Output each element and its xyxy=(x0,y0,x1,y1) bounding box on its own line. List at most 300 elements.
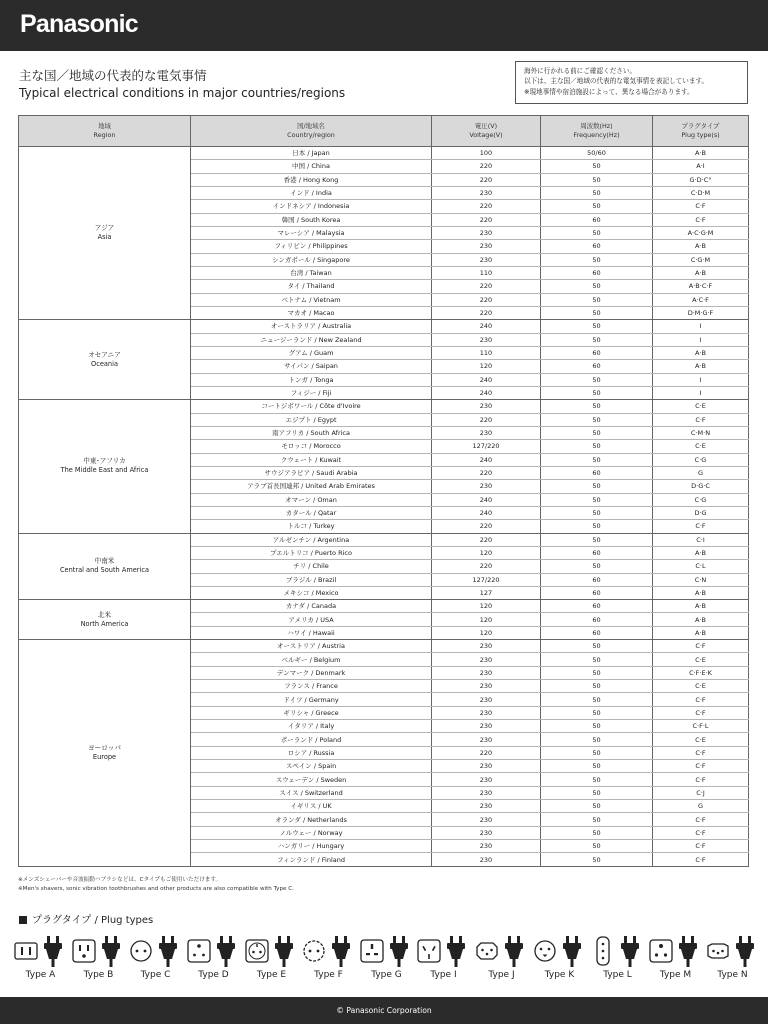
frequency-cell: 60 xyxy=(541,360,653,373)
table-row xyxy=(19,400,749,413)
socket-and-plug-icon xyxy=(185,933,242,969)
socket-and-plug-icon xyxy=(300,933,357,969)
plug-type-cell: C·G xyxy=(653,493,749,506)
plug-type-item xyxy=(300,933,357,985)
voltage-cell: 230 xyxy=(432,226,541,239)
frequency-cell: 50 xyxy=(541,560,653,573)
plug-type-cell: C·J xyxy=(653,786,749,799)
header-region: 地域 Region xyxy=(19,116,191,147)
country-cell: オーストラリア / Australia xyxy=(191,320,432,333)
plug-type-item xyxy=(531,933,588,985)
country-cell: スペイン / Spain xyxy=(191,760,432,773)
voltage-cell: 220 xyxy=(432,533,541,546)
frequency-cell: 50 xyxy=(541,800,653,813)
voltage-cell: 220 xyxy=(432,413,541,426)
plug-type-item xyxy=(704,933,761,985)
voltage-cell: 220 xyxy=(432,306,541,319)
socket-and-plug-icon xyxy=(358,933,415,969)
voltage-cell: 230 xyxy=(432,240,541,253)
frequency-cell: 50 xyxy=(541,653,653,666)
voltage-cell: 220 xyxy=(432,293,541,306)
voltage-cell: 220 xyxy=(432,200,541,213)
plug-type-item xyxy=(70,933,127,985)
frequency-cell: 50 xyxy=(541,306,653,319)
frequency-cell: 50 xyxy=(541,160,653,173)
plug-type-cell: A·B xyxy=(653,266,749,279)
plug-type-cell: C·F xyxy=(653,706,749,719)
plug-type-label: Type C xyxy=(140,970,171,980)
page-title-jp: 主な国／地域の代表的な電気事情 xyxy=(19,68,207,83)
frequency-cell: 50 xyxy=(541,373,653,386)
frequency-cell: 50 xyxy=(541,840,653,853)
copyright: © Panasonic Corporation xyxy=(336,1006,432,1015)
country-cell: ベトナム / Vietnam xyxy=(191,293,432,306)
region-name-en: Asia xyxy=(97,233,112,242)
country-cell: モロッコ / Morocco xyxy=(191,440,432,453)
country-cell: コートジボワール / Côte d'Ivoire xyxy=(191,400,432,413)
frequency-cell: 50 xyxy=(541,333,653,346)
plug-type-label: Type M xyxy=(659,970,692,980)
voltage-cell: 230 xyxy=(432,733,541,746)
table-body xyxy=(19,147,749,867)
frequency-cell: 50 xyxy=(541,480,653,493)
plug-type-cell: C·F xyxy=(653,826,749,839)
plug-type-cell: C·F xyxy=(653,213,749,226)
plug-type-cell: G xyxy=(653,800,749,813)
country-cell: メキシコ / Mexico xyxy=(191,586,432,599)
voltage-cell: 220 xyxy=(432,746,541,759)
country-cell: プエルトリコ / Puerto Rico xyxy=(191,546,432,559)
plug-type-cell: A·C·F xyxy=(653,293,749,306)
voltage-cell: 110 xyxy=(432,346,541,359)
frequency-cell: 50 xyxy=(541,746,653,759)
voltage-cell: 230 xyxy=(432,680,541,693)
voltage-cell: 120 xyxy=(432,546,541,559)
country-cell: クウェート / Kuwait xyxy=(191,453,432,466)
country-cell: オランダ / Netherlands xyxy=(191,813,432,826)
plug-type-item xyxy=(647,933,704,985)
frequency-cell: 60 xyxy=(541,600,653,613)
frequency-cell: 50 xyxy=(541,506,653,519)
plug-type-cell: C·N xyxy=(653,573,749,586)
footnote-jp: ※メンズシェーバーや音波振動ハブラシなどは、Cタイプもご使用いただけます。 xyxy=(18,877,222,883)
country-cell: 南アフリカ / South Africa xyxy=(191,426,432,439)
frequency-cell: 50 xyxy=(541,640,653,653)
voltage-cell: 230 xyxy=(432,813,541,826)
voltage-cell: 240 xyxy=(432,320,541,333)
voltage-cell: 127/220 xyxy=(432,440,541,453)
socket-and-plug-icon xyxy=(127,933,184,969)
frequency-cell: 50 xyxy=(541,826,653,839)
socket-and-plug-icon xyxy=(704,933,761,969)
socket-and-plug-icon xyxy=(70,933,127,969)
plug-type-item xyxy=(185,933,242,985)
frequency-cell: 50 xyxy=(541,760,653,773)
frequency-cell: 50 xyxy=(541,426,653,439)
country-cell: トルコ / Turkey xyxy=(191,520,432,533)
region-name-en: The Middle East and Africa xyxy=(60,466,149,475)
voltage-cell: 230 xyxy=(432,400,541,413)
plug-type-cell: A·B xyxy=(653,600,749,613)
header-voltage: 電圧(V) Voltage(V) xyxy=(432,116,541,147)
page-title-en: Typical electrical conditions in major countries/regions xyxy=(19,86,346,100)
plug-type-label: Type B xyxy=(83,970,114,980)
frequency-cell: 50 xyxy=(541,200,653,213)
frequency-cell: 50 xyxy=(541,293,653,306)
country-cell: スウェーデン / Sweden xyxy=(191,773,432,786)
voltage-cell: 220 xyxy=(432,520,541,533)
plug-type-cell: I xyxy=(653,386,749,399)
country-cell: ギリシャ / Greece xyxy=(191,706,432,719)
footnote-en: ※Men's shavers, sonic vibration toothbrushes and other products are also compatible with Type C. xyxy=(18,886,294,892)
plug-type-label: Type L xyxy=(603,970,632,980)
plug-type-cell: D·M·G·F xyxy=(653,306,749,319)
electrical-conditions-table xyxy=(18,115,749,867)
frequency-cell: 50 xyxy=(541,440,653,453)
frequency-cell: 60 xyxy=(541,546,653,559)
voltage-cell: 127/220 xyxy=(432,573,541,586)
frequency-cell: 60 xyxy=(541,586,653,599)
country-cell: 中国 / China xyxy=(191,160,432,173)
frequency-cell: 50 xyxy=(541,680,653,693)
frequency-cell: 50 xyxy=(541,226,653,239)
voltage-cell: 120 xyxy=(432,626,541,639)
table-row xyxy=(19,600,749,613)
plug-type-cell: C·F xyxy=(653,520,749,533)
socket-and-plug-icon xyxy=(531,933,588,969)
plug-type-item xyxy=(358,933,415,985)
plug-type-cell: G·D·C° xyxy=(653,173,749,186)
country-cell: 台湾 / Taiwan xyxy=(191,266,432,279)
frequency-cell: 50 xyxy=(541,400,653,413)
plug-type-cell: C·L xyxy=(653,560,749,573)
plug-type-cell: A·B xyxy=(653,346,749,359)
frequency-cell: 60 xyxy=(541,466,653,479)
voltage-cell: 230 xyxy=(432,720,541,733)
plug-type-cell: C·F xyxy=(653,853,749,866)
frequency-cell: 60 xyxy=(541,573,653,586)
country-cell: インドネシア / Indonesia xyxy=(191,200,432,213)
region-name-en: Central and South America xyxy=(59,566,150,575)
plug-type-cell: A·B xyxy=(653,360,749,373)
voltage-cell: 230 xyxy=(432,853,541,866)
voltage-cell: 230 xyxy=(432,693,541,706)
plug-type-label: Type A xyxy=(25,970,56,980)
footer-bar xyxy=(0,997,768,1024)
plug-type-cell: A·B xyxy=(653,240,749,253)
voltage-cell: 100 xyxy=(432,147,541,160)
country-cell: 韓国 / South Korea xyxy=(191,213,432,226)
country-cell: フランス / France xyxy=(191,680,432,693)
voltage-cell: 120 xyxy=(432,600,541,613)
region-cell xyxy=(19,320,191,400)
socket-and-plug-icon xyxy=(415,933,472,969)
plug-type-cell: C·F·E·K xyxy=(653,666,749,679)
plug-type-cell: C·D·M xyxy=(653,186,749,199)
plug-type-cell: C·E xyxy=(653,680,749,693)
plug-type-cell: C·F xyxy=(653,693,749,706)
frequency-cell: 50 xyxy=(541,733,653,746)
notice-box xyxy=(515,61,748,104)
plug-type-item xyxy=(243,933,300,985)
voltage-cell: 220 xyxy=(432,466,541,479)
voltage-cell: 240 xyxy=(432,453,541,466)
country-cell: マレーシア / Malaysia xyxy=(191,226,432,239)
country-cell: マカオ / Macao xyxy=(191,306,432,319)
voltage-cell: 110 xyxy=(432,266,541,279)
brand-logo: Panasonic xyxy=(20,10,138,38)
country-cell: ハンガリー / Hungary xyxy=(191,840,432,853)
voltage-cell: 230 xyxy=(432,706,541,719)
country-cell: オマーン / Oman xyxy=(191,493,432,506)
country-cell: フィジー / Fiji xyxy=(191,386,432,399)
plug-type-cell: A·B xyxy=(653,586,749,599)
header-plug-type: プラグタイプ Plug type(s) xyxy=(653,116,749,147)
country-cell: フィリピン / Philippines xyxy=(191,240,432,253)
voltage-cell: 230 xyxy=(432,786,541,799)
voltage-cell: 127 xyxy=(432,586,541,599)
frequency-cell: 50 xyxy=(541,493,653,506)
socket-and-plug-icon xyxy=(589,933,646,969)
top-bar xyxy=(0,0,768,51)
plug-type-cell: C·E xyxy=(653,733,749,746)
country-cell: デンマーク / Denmark xyxy=(191,666,432,679)
voltage-cell: 230 xyxy=(432,840,541,853)
country-cell: ノルウェー / Norway xyxy=(191,826,432,839)
region-cell xyxy=(19,640,191,867)
plug-type-cell: A·B·C·F xyxy=(653,280,749,293)
header-frequency: 周波数(Hz) Frequency(Hz) xyxy=(541,116,653,147)
country-cell: グアム / Guam xyxy=(191,346,432,359)
voltage-cell: 230 xyxy=(432,653,541,666)
plug-type-label: Type E xyxy=(256,970,287,980)
voltage-cell: 230 xyxy=(432,333,541,346)
frequency-cell: 50 xyxy=(541,720,653,733)
plug-type-cell: D·G xyxy=(653,506,749,519)
plug-type-label: Type I xyxy=(430,970,457,980)
socket-and-plug-icon xyxy=(473,933,530,969)
voltage-cell: 220 xyxy=(432,560,541,573)
region-cell xyxy=(19,400,191,533)
voltage-cell: 230 xyxy=(432,773,541,786)
footnotes xyxy=(18,876,294,894)
country-cell: タイ / Thailand xyxy=(191,280,432,293)
plug-type-label: Type D xyxy=(198,970,229,980)
voltage-cell: 230 xyxy=(432,826,541,839)
country-cell: トンガ / Tonga xyxy=(191,373,432,386)
plug-type-item xyxy=(127,933,184,985)
plug-type-cell: A·I xyxy=(653,160,749,173)
country-cell: サウジアラビア / Saudi Arabia xyxy=(191,466,432,479)
plug-type-cell: D·G·C xyxy=(653,480,749,493)
plug-type-cell: A·B xyxy=(653,613,749,626)
voltage-cell: 230 xyxy=(432,426,541,439)
voltage-cell: 240 xyxy=(432,373,541,386)
country-cell: サイパン / Saipan xyxy=(191,360,432,373)
frequency-cell: 60 xyxy=(541,613,653,626)
region-name-jp: 中南米 xyxy=(94,557,115,566)
plug-type-label: Type G xyxy=(371,970,402,980)
voltage-cell: 240 xyxy=(432,506,541,519)
plug-type-label: Type J xyxy=(488,970,515,980)
frequency-cell: 50 xyxy=(541,693,653,706)
socket-and-plug-icon xyxy=(647,933,704,969)
region-name-jp: アジア xyxy=(94,224,115,233)
country-cell: ベルギー / Belgium xyxy=(191,653,432,666)
country-cell: 日本 / Japan xyxy=(191,147,432,160)
country-cell: シンガポール / Singapore xyxy=(191,253,432,266)
country-cell: アメリカ / USA xyxy=(191,613,432,626)
frequency-cell: 60 xyxy=(541,240,653,253)
region-name-jp: 中東･アフリカ xyxy=(83,457,126,466)
country-cell: インド / India xyxy=(191,186,432,199)
country-cell: カタール / Qatar xyxy=(191,506,432,519)
plug-type-cell: C·F xyxy=(653,840,749,853)
plug-type-label: Type K xyxy=(544,970,575,980)
plug-type-cell: C·F·L xyxy=(653,720,749,733)
voltage-cell: 230 xyxy=(432,186,541,199)
plug-type-item xyxy=(12,933,69,985)
voltage-cell: 230 xyxy=(432,253,541,266)
country-cell: ブラジル / Brazil xyxy=(191,573,432,586)
region-name-en: North America xyxy=(80,619,129,628)
socket-and-plug-icon xyxy=(243,933,300,969)
country-cell: オーストリア / Austria xyxy=(191,640,432,653)
country-cell: イギリス / UK xyxy=(191,800,432,813)
voltage-cell: 220 xyxy=(432,280,541,293)
country-cell: ニュージーランド / New Zealand xyxy=(191,333,432,346)
frequency-cell: 50 xyxy=(541,253,653,266)
country-cell: イタリア / Italy xyxy=(191,720,432,733)
plug-type-cell: C·F xyxy=(653,413,749,426)
plug-type-cell: A·B xyxy=(653,147,749,160)
table-row xyxy=(19,640,749,653)
square-bullet-icon xyxy=(19,916,27,924)
voltage-cell: 120 xyxy=(432,613,541,626)
country-cell: アラブ首長国連邦 / United Arab Emirates xyxy=(191,480,432,493)
country-cell: ロシア / Russia xyxy=(191,746,432,759)
plug-type-item xyxy=(415,933,472,985)
frequency-cell: 50 xyxy=(541,413,653,426)
voltage-cell: 220 xyxy=(432,160,541,173)
plug-type-cell: A·B xyxy=(653,546,749,559)
voltage-cell: 120 xyxy=(432,360,541,373)
plug-type-cell: C·F xyxy=(653,760,749,773)
region-name-en: Oceania xyxy=(91,359,118,368)
plug-types-heading: プラグタイプ / Plug types xyxy=(19,911,153,926)
country-cell: ハワイ / Hawaii xyxy=(191,626,432,639)
plug-type-cell: C·F xyxy=(653,200,749,213)
country-cell: フィンランド / Finland xyxy=(191,853,432,866)
voltage-cell: 230 xyxy=(432,480,541,493)
table-row xyxy=(19,533,749,546)
voltage-cell: 220 xyxy=(432,213,541,226)
plug-type-cell: C·E xyxy=(653,440,749,453)
plug-type-cell: C·E xyxy=(653,653,749,666)
table-row xyxy=(19,147,749,160)
region-name-en: Europe xyxy=(92,752,117,761)
notice-line: ※現地事情や宿泊施設によって、異なる場合があります。 xyxy=(524,87,694,96)
frequency-cell: 50 xyxy=(541,280,653,293)
country-cell: ポーランド / Poland xyxy=(191,733,432,746)
plug-type-item xyxy=(473,933,530,985)
table-header-row xyxy=(19,116,749,147)
header-country: 国/地域名 Country/region xyxy=(191,116,432,147)
plug-type-cell: C·I xyxy=(653,533,749,546)
table-row xyxy=(19,320,749,333)
plug-type-label: Type N xyxy=(717,970,748,980)
region-cell xyxy=(19,533,191,600)
frequency-cell: 50 xyxy=(541,773,653,786)
country-cell: スイス / Switzerland xyxy=(191,786,432,799)
plug-type-cell: C·G·M xyxy=(653,253,749,266)
plug-type-cell: C·G xyxy=(653,453,749,466)
frequency-cell: 50 xyxy=(541,533,653,546)
country-cell: エジプト / Egypt xyxy=(191,413,432,426)
plug-type-cell: I xyxy=(653,333,749,346)
frequency-cell: 50 xyxy=(541,666,653,679)
frequency-cell: 60 xyxy=(541,346,653,359)
frequency-cell: 50 xyxy=(541,813,653,826)
plug-type-cell: C·F xyxy=(653,746,749,759)
frequency-cell: 50 xyxy=(541,786,653,799)
plug-types-legend xyxy=(12,933,758,985)
voltage-cell: 230 xyxy=(432,640,541,653)
voltage-cell: 230 xyxy=(432,760,541,773)
region-cell xyxy=(19,147,191,320)
plug-type-cell: C·E xyxy=(653,400,749,413)
frequency-cell: 60 xyxy=(541,213,653,226)
country-cell: チリ / Chile xyxy=(191,560,432,573)
plug-type-cell: C·M·N xyxy=(653,426,749,439)
frequency-cell: 50 xyxy=(541,173,653,186)
frequency-cell: 50 xyxy=(541,186,653,199)
frequency-cell: 50 xyxy=(541,386,653,399)
frequency-cell: 50/60 xyxy=(541,147,653,160)
voltage-cell: 240 xyxy=(432,493,541,506)
voltage-cell: 220 xyxy=(432,173,541,186)
region-name-jp: ヨーロッパ xyxy=(88,743,121,752)
frequency-cell: 50 xyxy=(541,853,653,866)
region-cell xyxy=(19,600,191,640)
notice-line: 以下は、主な国／地域の代表的な電気事情を表記しています。 xyxy=(524,77,709,86)
plug-type-cell: G xyxy=(653,466,749,479)
notice-line: 海外に行かれる前にご確認ください。 xyxy=(524,67,637,75)
plug-type-cell: C·F xyxy=(653,813,749,826)
country-cell: ドイツ / Germany xyxy=(191,693,432,706)
plug-type-cell: I xyxy=(653,320,749,333)
plug-type-cell: A·B xyxy=(653,626,749,639)
plug-type-item xyxy=(589,933,646,985)
voltage-cell: 240 xyxy=(432,386,541,399)
plug-type-cell: C·F xyxy=(653,773,749,786)
country-cell: アルゼンチン / Argentina xyxy=(191,533,432,546)
frequency-cell: 50 xyxy=(541,320,653,333)
plug-type-cell: A·C·G·M xyxy=(653,226,749,239)
socket-and-plug-icon xyxy=(12,933,69,969)
region-name-jp: 北米 xyxy=(97,610,112,619)
frequency-cell: 50 xyxy=(541,520,653,533)
plug-type-cell: C·F xyxy=(653,640,749,653)
frequency-cell: 60 xyxy=(541,266,653,279)
country-cell: 香港 / Hong Kong xyxy=(191,173,432,186)
region-name-jp: オセアニア xyxy=(88,350,121,359)
frequency-cell: 50 xyxy=(541,453,653,466)
frequency-cell: 60 xyxy=(541,626,653,639)
frequency-cell: 50 xyxy=(541,706,653,719)
country-cell: カナダ / Canada xyxy=(191,600,432,613)
voltage-cell: 230 xyxy=(432,800,541,813)
